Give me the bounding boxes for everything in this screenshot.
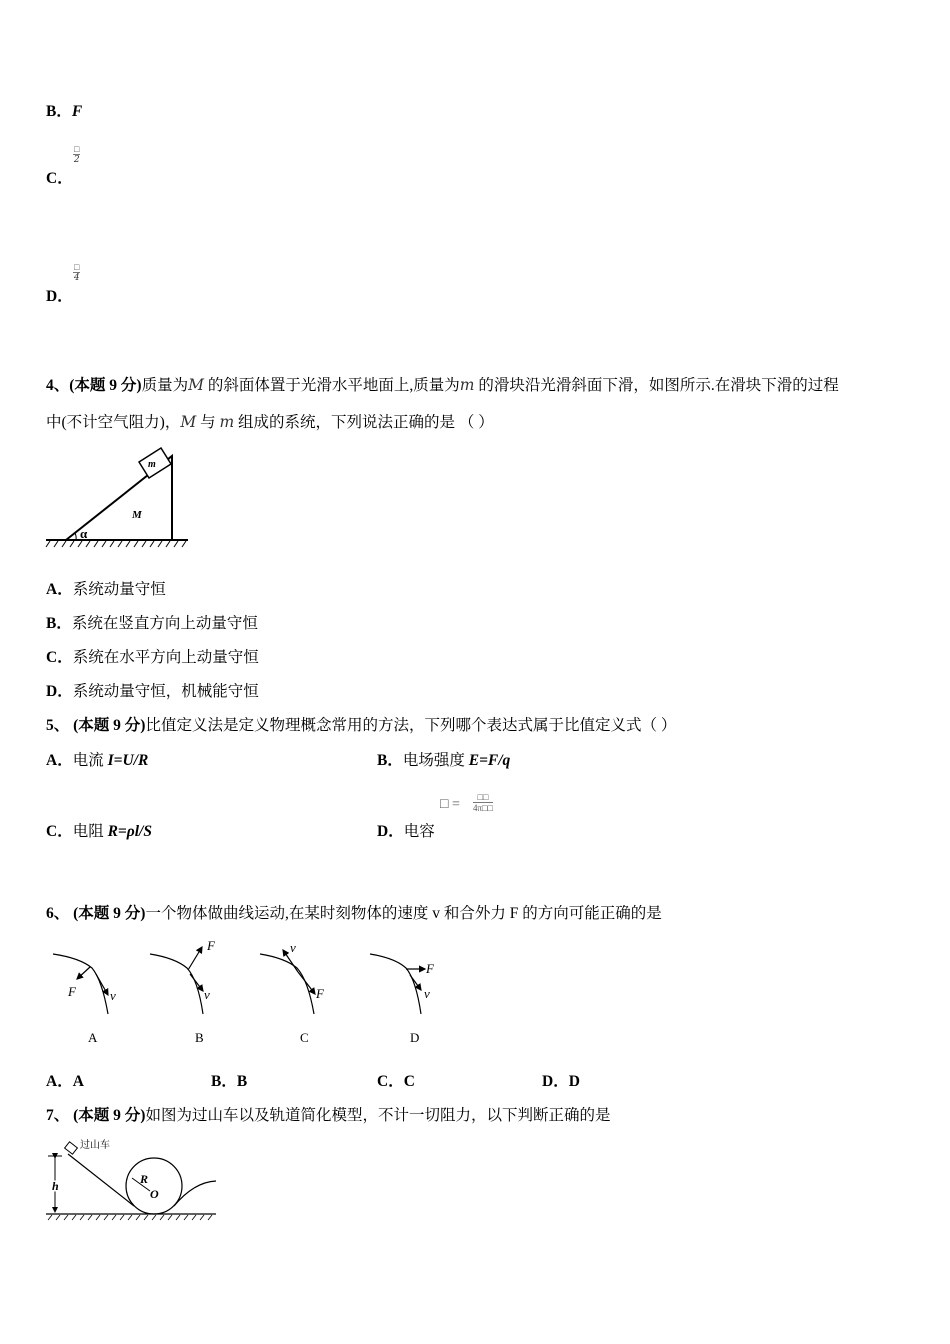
label-v-a: v bbox=[110, 988, 116, 1003]
label-f-a: F bbox=[68, 984, 76, 999]
q5-stem: 5、 (本题 9 分)比值定义法是定义物理概念常用的方法，下列哪个表达式属于比值定义式（ ） bbox=[46, 717, 677, 734]
q5-option-b: B．电场强度 E=F/q bbox=[377, 752, 511, 769]
q4-stem-line2: 中(不计空气阻力)，M 与 m 组成的系统，下列说法正确的是 （ ） bbox=[46, 413, 494, 431]
q6-answer-b: B．B bbox=[211, 1073, 248, 1090]
q3-option-c-fraction: □ 2 bbox=[73, 144, 80, 165]
radius-label: R bbox=[140, 1172, 149, 1186]
label-f-b: F bbox=[207, 938, 215, 953]
label-f-c: F bbox=[316, 986, 324, 1001]
q4-stem-line1: 4、(本题 9 分)质量为M 的斜面体置于光滑水平地面上,质量为m 的滑块沿光滑斜面下滑，如图所示.在滑块下滑的过程 bbox=[46, 376, 839, 394]
roller-coaster-figure bbox=[44, 1134, 224, 1224]
label-v-c: v bbox=[290, 940, 296, 955]
panel-label-d: D bbox=[410, 1030, 420, 1045]
label-f-d: F bbox=[426, 961, 434, 976]
height-label: h bbox=[52, 1179, 59, 1193]
center-label: O bbox=[150, 1187, 159, 1201]
q6-answer-c: C．C bbox=[377, 1073, 415, 1090]
angle-label: α bbox=[80, 526, 88, 541]
panel-label-a: A bbox=[88, 1030, 98, 1045]
q6-answer-a: A．A bbox=[46, 1073, 84, 1090]
q6-answer-d: D．D bbox=[542, 1073, 580, 1090]
incline-figure bbox=[44, 446, 194, 550]
curves-figure bbox=[40, 930, 460, 1050]
q4-option-b: B．系统在竖直方向上动量守恒 bbox=[46, 615, 258, 632]
wedge-label: M bbox=[132, 509, 142, 521]
q5-option-d: D．电容 bbox=[377, 823, 435, 840]
panel-label-b: B bbox=[195, 1030, 204, 1045]
q5-option-d-fraction: □□ 4π□□ bbox=[473, 792, 493, 813]
q3-option-b: B．F bbox=[46, 103, 83, 120]
q4-option-c: C．系统在水平方向上动量守恒 bbox=[46, 649, 259, 666]
q6-stem: 6、 (本题 9 分)一个物体做曲线运动,在某时刻物体的速度 v 和合外力 F 的方向可能正确的是 bbox=[46, 905, 662, 922]
q4-option-d: D．系统动量守恒，机械能守恒 bbox=[46, 683, 259, 700]
label-v-b: v bbox=[204, 987, 210, 1002]
q5-option-a: A．电流 I=U/R bbox=[46, 752, 149, 769]
label-v-d: v bbox=[424, 986, 430, 1001]
q4-option-a: A．系统动量守恒 bbox=[46, 581, 166, 598]
q3-option-d-fraction: □ 4 bbox=[73, 262, 80, 283]
q5-option-c: C．电阻 R=ρl/S bbox=[46, 823, 152, 840]
q7-stem: 7、 (本题 9 分)如图为过山车以及轨道简化模型，不计一切阻力，以下判断正确的是 bbox=[46, 1107, 611, 1124]
car-label: 过山车 bbox=[80, 1140, 110, 1151]
panel-label-c: C bbox=[300, 1030, 309, 1045]
q3-option-c: C． bbox=[46, 170, 73, 187]
block-label: m bbox=[148, 459, 156, 470]
q3-option-d: D． bbox=[46, 288, 73, 305]
q5-option-d-formula-lhs: □ = bbox=[440, 797, 460, 812]
